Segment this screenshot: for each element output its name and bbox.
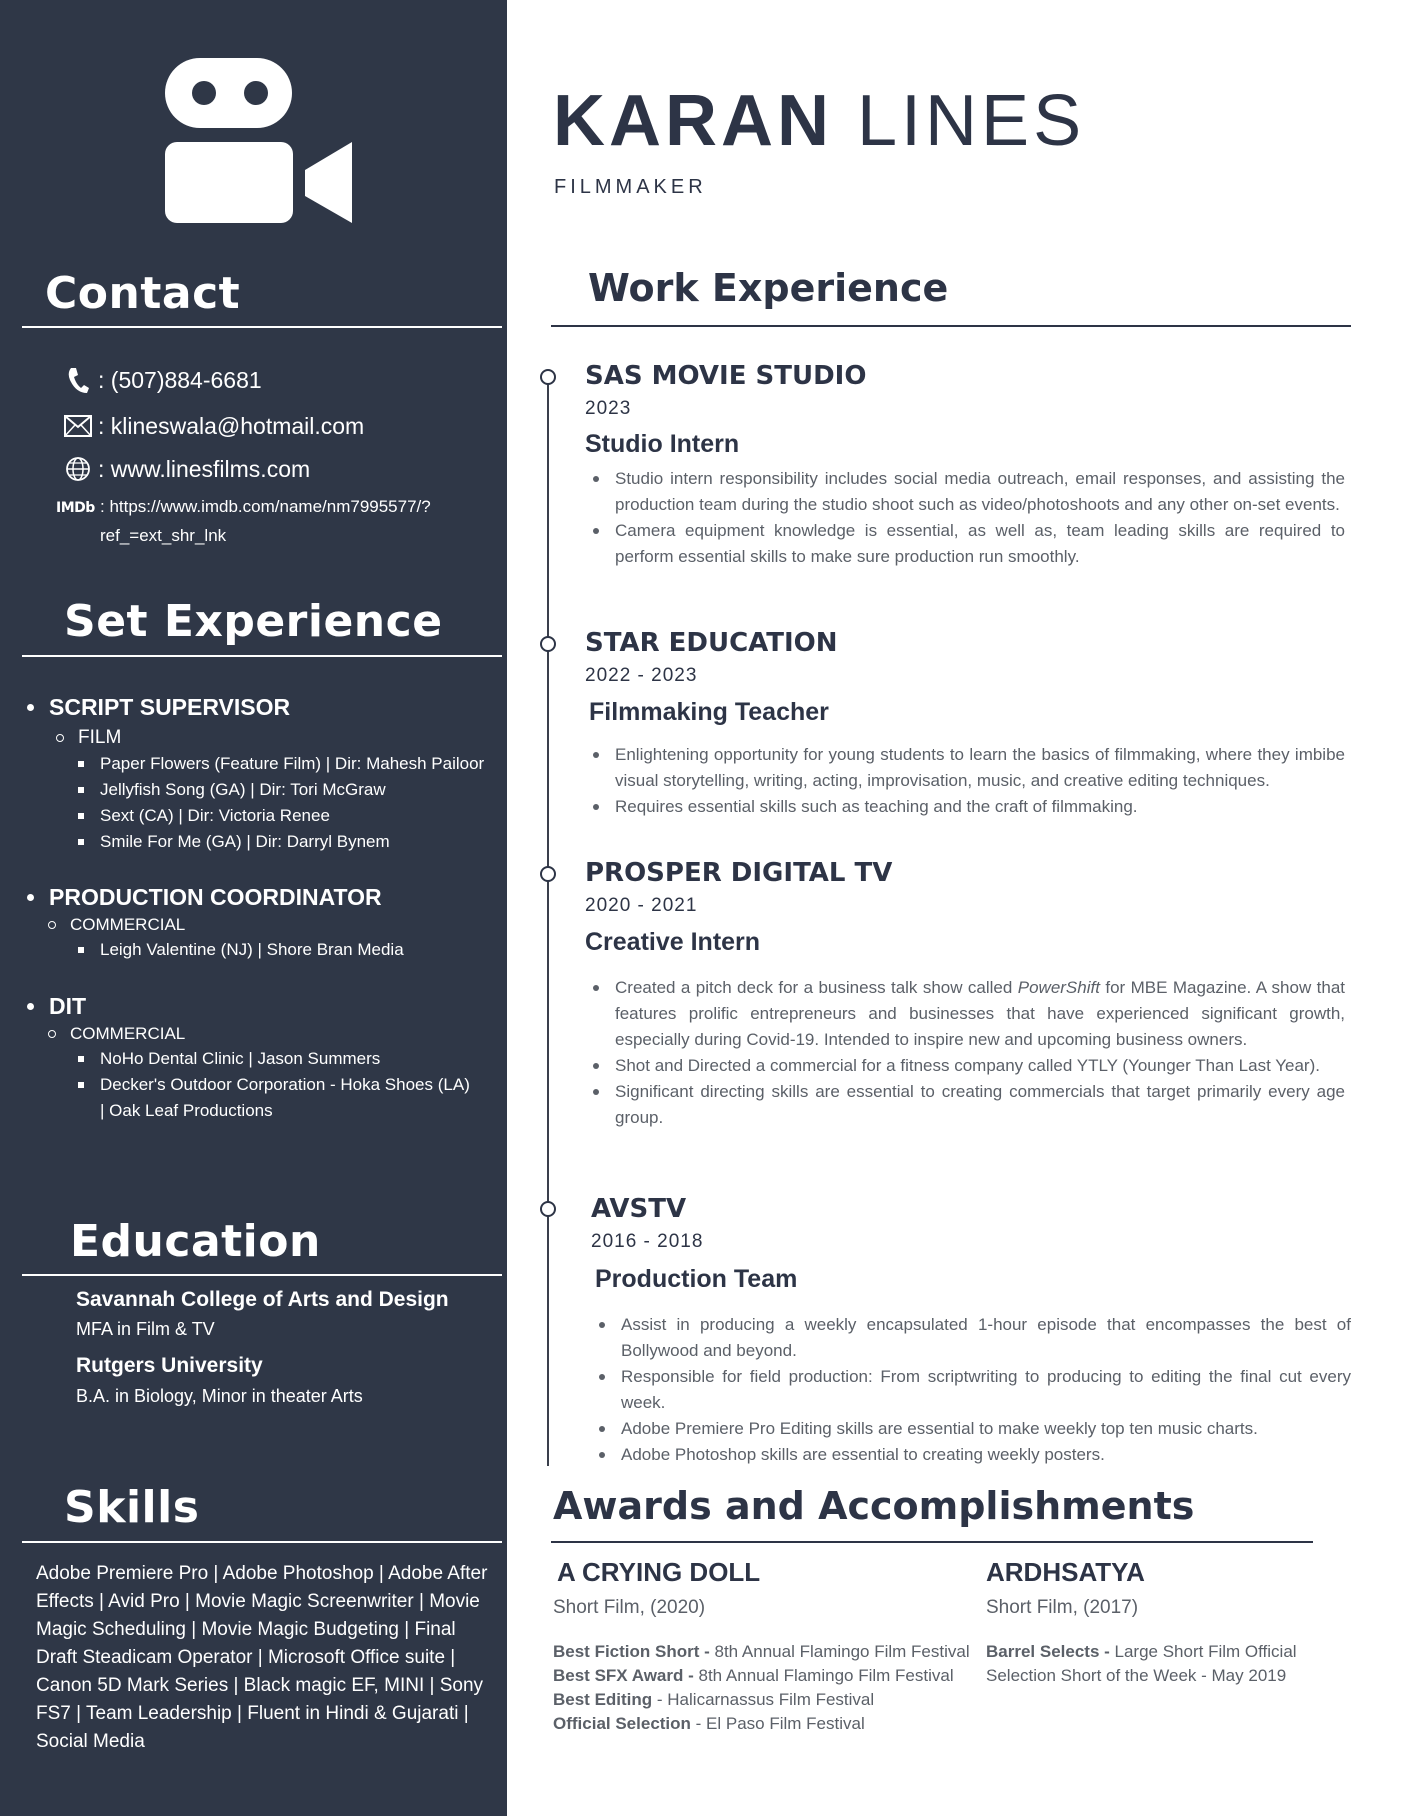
website-text: : www.linesfilms.com [98, 455, 311, 482]
imdb-icon: IMDb [56, 500, 95, 516]
work-experience-divider [551, 325, 1351, 327]
job-title: FILMMAKER [554, 176, 707, 198]
award-film-title: ARDHSATYA [986, 1557, 1145, 1587]
email-text: : klineswala@hotmail.com [98, 412, 365, 439]
job-company: STAR EDUCATION [585, 628, 838, 658]
set-item: Smile For Me (GA) | Dir: Darryl Bynem [78, 829, 494, 855]
education-degree: MFA in Film & TV [76, 1319, 215, 1339]
job-bullets [587, 975, 1345, 1131]
skills-list: Adobe Premiere Pro | Adobe Photoshop | Adobe After Effects | Avid Pro | Movie Magic Screenwriter | Movie Magic Scheduling | Movie Magic Budgeting | Final Draft Steadicam Operator | Microsoft Office suite | Canon 5D Mark Series | Black magic EF, MINI | Sony FS7 | Team Leadership | Fluent in Hindi & Gujarati | Social Media [36, 1563, 488, 1752]
main-content [507, 0, 1406, 1816]
job-company: PROSPER DIGITAL TV [585, 858, 893, 888]
job-bullet: Adobe Photoshop skills are essential to creating weekly posters. [593, 1442, 1351, 1468]
set-item: NoHo Dental Clinic | Jason Summers [78, 1046, 494, 1072]
job-bullet: Created a pitch deck for a business talk show called PowerShift for MBE Magazine. A show that features prolific entrepreneurs and businesses that have experienced significant growth, especially during Covid-19. Intended to inspire new and upcoming business owners. [587, 975, 1345, 1053]
set-group-role: SCRIPT SUPERVISOR [24, 694, 494, 721]
mail-icon [62, 412, 94, 440]
education-divider [22, 1274, 502, 1276]
timeline-node [540, 1201, 556, 1217]
award-item: Official Selection - El Paso Film Festival [553, 1714, 865, 1733]
set-group-category: COMMERCIAL [48, 1024, 494, 1044]
globe-icon [62, 455, 94, 483]
set-group-role: PRODUCTION COORDINATOR [24, 884, 494, 911]
job-bullet: Assist in producing a weekly encapsulated 1-hour episode that encompasses the best of Bollywood and beyond. [593, 1312, 1351, 1364]
award-item: Best SFX Award - 8th Annual Flamingo Film Festival [553, 1666, 954, 1685]
contact-divider [22, 326, 502, 328]
set-experience-heading: Set Experience [64, 596, 443, 647]
job-bullets [587, 466, 1345, 570]
timeline-line [547, 376, 549, 1466]
job-bullet: Adobe Premiere Pro Editing skills are essential to make weekly top ten music charts. [593, 1416, 1351, 1442]
job-bullets [593, 1312, 1351, 1468]
contact-heading: Contact [45, 268, 241, 319]
job-company: AVSTV [591, 1194, 687, 1224]
job-bullet: Significant directing skills are essential to creating commercials that target primarily every age group. [587, 1079, 1345, 1131]
set-group-dit [24, 993, 494, 1124]
job-bullet: Requires essential skills such as teaching and the craft of filmmaking. [587, 794, 1345, 820]
job-years: 2016 - 2018 [591, 1231, 704, 1252]
job-company: SAS MOVIE STUDIO [585, 361, 867, 391]
awards-divider [551, 1541, 1313, 1543]
set-group-category: FILM [56, 727, 494, 749]
job-position: Production Team [595, 1265, 798, 1293]
job-bullet: Responsible for field production: From scriptwriting to producing to editing the final cut every week. [593, 1364, 1351, 1416]
sidebar [0, 0, 507, 1816]
job-years: 2022 - 2023 [585, 665, 698, 686]
first-name: KARAN [553, 81, 833, 161]
set-item: Leigh Valentine (NJ) | Shore Bran Media [78, 937, 494, 963]
job-position: Filmmaking Teacher [589, 698, 829, 726]
education-heading: Education [70, 1216, 321, 1267]
job-bullets [587, 742, 1345, 820]
last-name: LINES [857, 81, 1086, 161]
timeline-node [540, 369, 556, 385]
awards-heading: Awards and Accomplishments [553, 1484, 1195, 1528]
education-school: Rutgers University [76, 1354, 263, 1377]
education-school: Savannah College of Arts and Design [76, 1288, 449, 1311]
award-film-subtitle: Short Film, (2020) [553, 1597, 706, 1618]
set-group-role: DIT [24, 993, 494, 1020]
award-film-title: A CRYING DOLL [557, 1557, 761, 1587]
job-bullet: Studio intern responsibility includes social media outreach, email responses, and assisting the production team during the studio shoot such as video/photoshoots and any other on-set events. [587, 466, 1345, 518]
education-degree: B.A. in Biology, Minor in theater Arts [76, 1386, 363, 1406]
imdb-line-2: ref_=ext_shr_lnk [100, 526, 227, 545]
skills-divider [22, 1541, 502, 1543]
job-position: Studio Intern [585, 430, 740, 458]
award-list [553, 1640, 973, 1736]
set-item: Jellyfish Song (GA) | Dir: Tori McGraw [78, 777, 494, 803]
timeline-node [540, 866, 556, 882]
contact-website[interactable] [62, 455, 310, 483]
contact-email[interactable] [62, 412, 364, 440]
skills-heading: Skills [64, 1482, 200, 1533]
job-years: 2020 - 2021 [585, 895, 698, 916]
set-experience-divider [22, 655, 502, 657]
camera-icon [160, 58, 360, 228]
set-item: Paper Flowers (Feature Film) | Dir: Mahesh Pailoor [78, 751, 494, 777]
job-bullet: Shot and Directed a commercial for a fitness company called YTLY (Younger Than Last Year). [587, 1053, 1345, 1079]
set-group-category: COMMERCIAL [48, 915, 494, 935]
set-item: Decker's Outdoor Corporation - Hoka Shoes (LA) | Oak Leaf Productions [78, 1072, 478, 1124]
job-years: 2023 [585, 398, 632, 419]
award-item: Barrel Selects - Large Short Film Official Selection Short of the Week - May 2019 [986, 1642, 1297, 1685]
contact-imdb[interactable] [100, 492, 480, 550]
job-position: Creative Intern [585, 928, 761, 956]
set-group-production-coordinator [24, 884, 494, 963]
award-film-subtitle: Short Film, (2017) [986, 1597, 1139, 1618]
timeline-node [540, 636, 556, 652]
phone-icon [62, 366, 94, 394]
job-bullet: Enlightening opportunity for young students to learn the basics of filmmaking, where they imbibe visual storytelling, writing, acting, improvisation, music, and creative editing techniques. [587, 742, 1345, 794]
full-name [553, 80, 1085, 162]
contact-phone[interactable] [62, 366, 262, 394]
phone-text: : (507)884-6681 [98, 366, 262, 393]
job-bullet: Camera equipment knowledge is essential, as well as, team leading skills are required to perform essential skills to make sure production run smoothly. [587, 518, 1345, 570]
imdb-line-1: : https://www.imdb.com/name/nm7995577/? [100, 497, 431, 516]
award-item: Best Editing - Halicarnassus Film Festival [553, 1690, 875, 1709]
work-experience-heading: Work Experience [588, 266, 949, 310]
set-group-script-supervisor [24, 694, 494, 855]
award-list [986, 1640, 1316, 1688]
set-item: Sext (CA) | Dir: Victoria Renee [78, 803, 494, 829]
award-item: Best Fiction Short - 8th Annual Flamingo Film Festival [553, 1642, 970, 1661]
